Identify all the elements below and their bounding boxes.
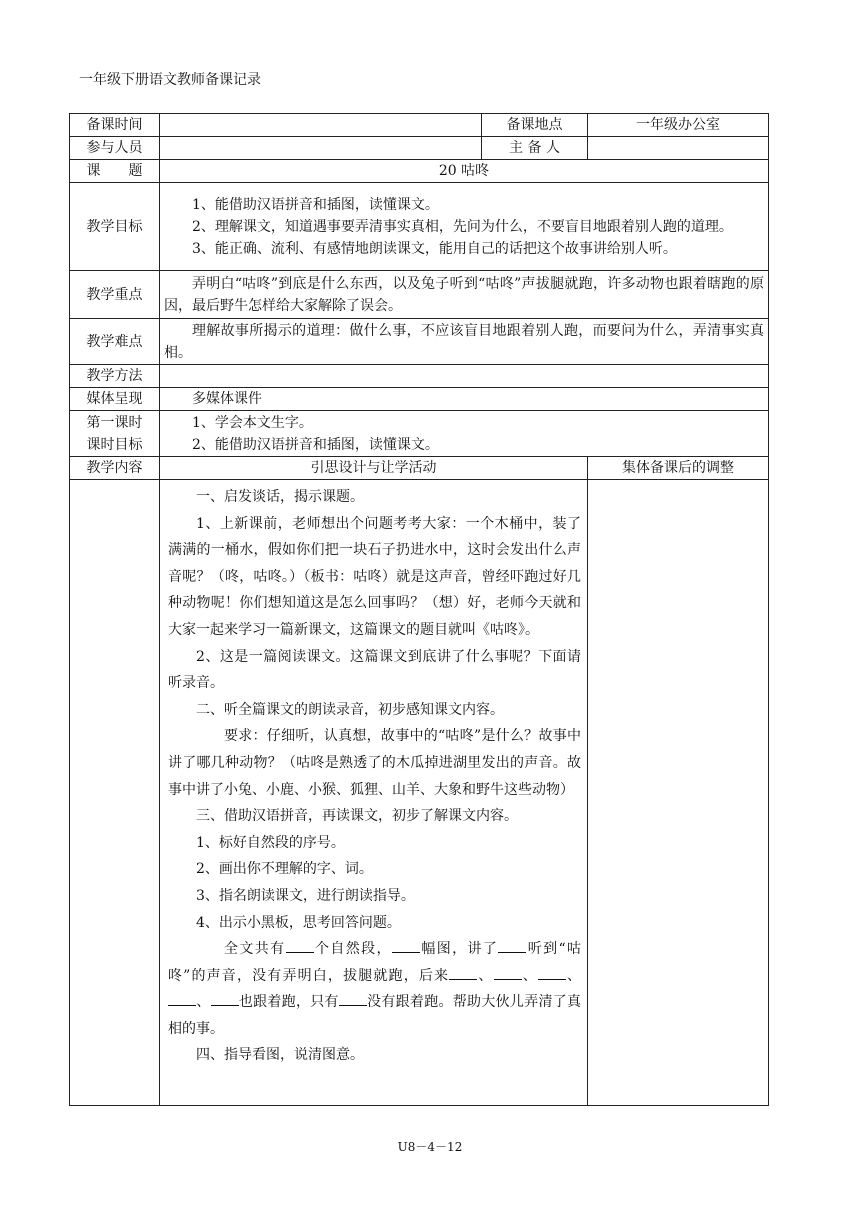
row-key-points [70,271,769,319]
content-para: 3、指名朗读课文，进行朗读指导。 [196,887,415,904]
goal-item: 2、理解课文，知道遇事要弄清事实真相，先问为什么，不要盲目地跟着别人跑的道理。 [192,218,733,235]
content-para: 一、启发谈话，揭示课题。 [196,489,364,505]
row-methods [70,365,769,388]
row-content-header [70,457,769,480]
blank-line [168,991,196,1006]
fill-text: 没有跟着跑。帮助大伙儿弄清了真相的事。 [168,994,582,1037]
row-teaching-goals [70,183,769,271]
content-para: 1、上新课前，老师想出个问题考考大家：一个木桶中，装了满满的一桶水，假如你们把一块石子扔进水中，这时会发出什么声音呢？（咚，咕咚。）（板书：咕咚）就是这声音，曾经吓跑过好几种动物呢！你们想知道这是怎么回事吗？（想）好，老师今天就和大家一起来学习一篇新课文，这篇课文的题目就叫《咕咚》。 [168,515,581,638]
fill-in-blank-para [168,936,581,1042]
media-label: 媒体呈现 [70,388,160,411]
document-title: 一年级下册语文教师备课记录 [79,72,261,88]
difficulties-label: 教学难点 [70,319,160,365]
row-prep-time [70,114,769,137]
lesson-plan-table [69,113,769,1106]
participants-label: 参与人员 [70,137,160,160]
row-difficulties [70,319,769,365]
lesson1-goals-cell [160,411,769,457]
fill-sep: 、 [196,994,211,1011]
fill-text: 也跟着跑，只有 [238,994,339,1011]
content-para: 4、出示小黑板，思考回答问题。 [196,914,401,931]
row-content-body [70,480,769,1106]
content-para: 二、听全篇课文的朗读录音，初步感知课文内容。 [196,701,504,718]
lesson1-label-line2: 课时目标 [86,436,143,453]
methods-value [160,365,769,388]
fill-text: 全文共有 [224,941,286,958]
blank-line [211,991,239,1006]
row-lesson1-goals [70,411,769,457]
content-header-col2: 引思设计与让学活动 [160,457,588,480]
row-topic [70,160,769,183]
key-points-cell [160,271,769,319]
topic-value: 20 咕咚 [160,160,769,183]
difficulties-text: 理解故事所揭示的道理：做什么事，不应该盲目地跟着别人跑，而要问为什么，弄清事实真相。 [164,322,764,361]
content-para: 2、画出你不理解的字、词。 [196,861,373,878]
blank-line [538,965,566,980]
adjustment-cell [588,480,769,1106]
blank-line [494,965,522,980]
row-media [70,388,769,411]
blank-line [449,965,477,980]
prep-time-value [160,114,482,137]
lesson1-label [70,411,160,457]
lead-preparer-value [588,137,769,160]
topic-label: 课 题 [70,160,160,183]
page-footer: U8－4－12 [397,1140,463,1154]
difficulties-cell [160,319,769,365]
key-points-label: 教学重点 [70,271,160,319]
lesson1-goal-item: 2、能借助汉语拼音和插图，读懂课文。 [192,436,439,453]
prep-time-label: 备课时间 [70,114,160,137]
fill-sep: 、 [565,967,582,984]
methods-label: 教学方法 [70,365,160,388]
fill-text: 个自然段， [313,941,392,958]
content-topic-cell [70,480,160,1106]
prep-place-label: 备课地点 [482,114,588,137]
media-cell [160,388,769,411]
content-para: 2、这是一篇阅读课文。这篇课文到底讲了什么事呢？下面请听录音。 [168,648,581,692]
fill-text: 幅图，讲了 [419,941,499,958]
content-para: 三、借助汉语拼音，再读课文，初步了解课文内容。 [196,808,518,825]
goal-item: 1、能借助汉语拼音和插图，读懂课文。 [192,196,439,213]
fill-sep: 、 [521,967,538,984]
activity-content-cell [160,480,588,1106]
content-para: 要求：仔细听，认真想，故事中的“咕咚”是什么？故事中讲了哪几种动物？（咕咚是熟透了的木瓜掉进湖里发出的声音。故事中讲了小兔、小鹿、小猴、狐狸、山羊、大象和野牛这些动物） [168,728,581,798]
blank-line [498,938,526,953]
fill-sep: 、 [477,967,494,984]
media-value: 多媒体课件 [192,391,262,407]
lead-preparer-label: 主 备 人 [482,137,588,160]
content-header-col3: 集体备课后的调整 [588,457,769,480]
row-participants [70,137,769,160]
participants-value [160,137,482,160]
blank-line [286,938,314,953]
blank-line [339,991,367,1006]
teaching-goals-content [160,183,769,271]
teaching-goals-label: 教学目标 [70,183,160,271]
blank-line [392,938,420,953]
lesson1-goal-item: 1、学会本文生字。 [192,414,313,431]
prep-place-value: 一年级办公室 [588,114,769,137]
lesson1-label-line1: 第一课时 [86,414,143,431]
key-points-text: 弄明白“咕咚”到底是什么东西，以及兔子听到“咕咚”声拔腿就跑，许多动物也跟着瞎跑的原因，最后野牛怎样给大家解除了误会。 [164,275,764,314]
content-para: 四、指导看图，说清图意。 [196,1047,364,1064]
content-header-col1: 教学内容 [70,457,160,480]
fill-text: 听到“咕咚”的声音，没有弄明白，拔腿就跑，后来 [168,941,582,984]
content-para: 1、标好自然段的序号。 [196,834,345,851]
goal-item: 3、能正确、流利、有感情地朗读课文，能用自己的话把这个故事讲给别人听。 [192,240,677,257]
